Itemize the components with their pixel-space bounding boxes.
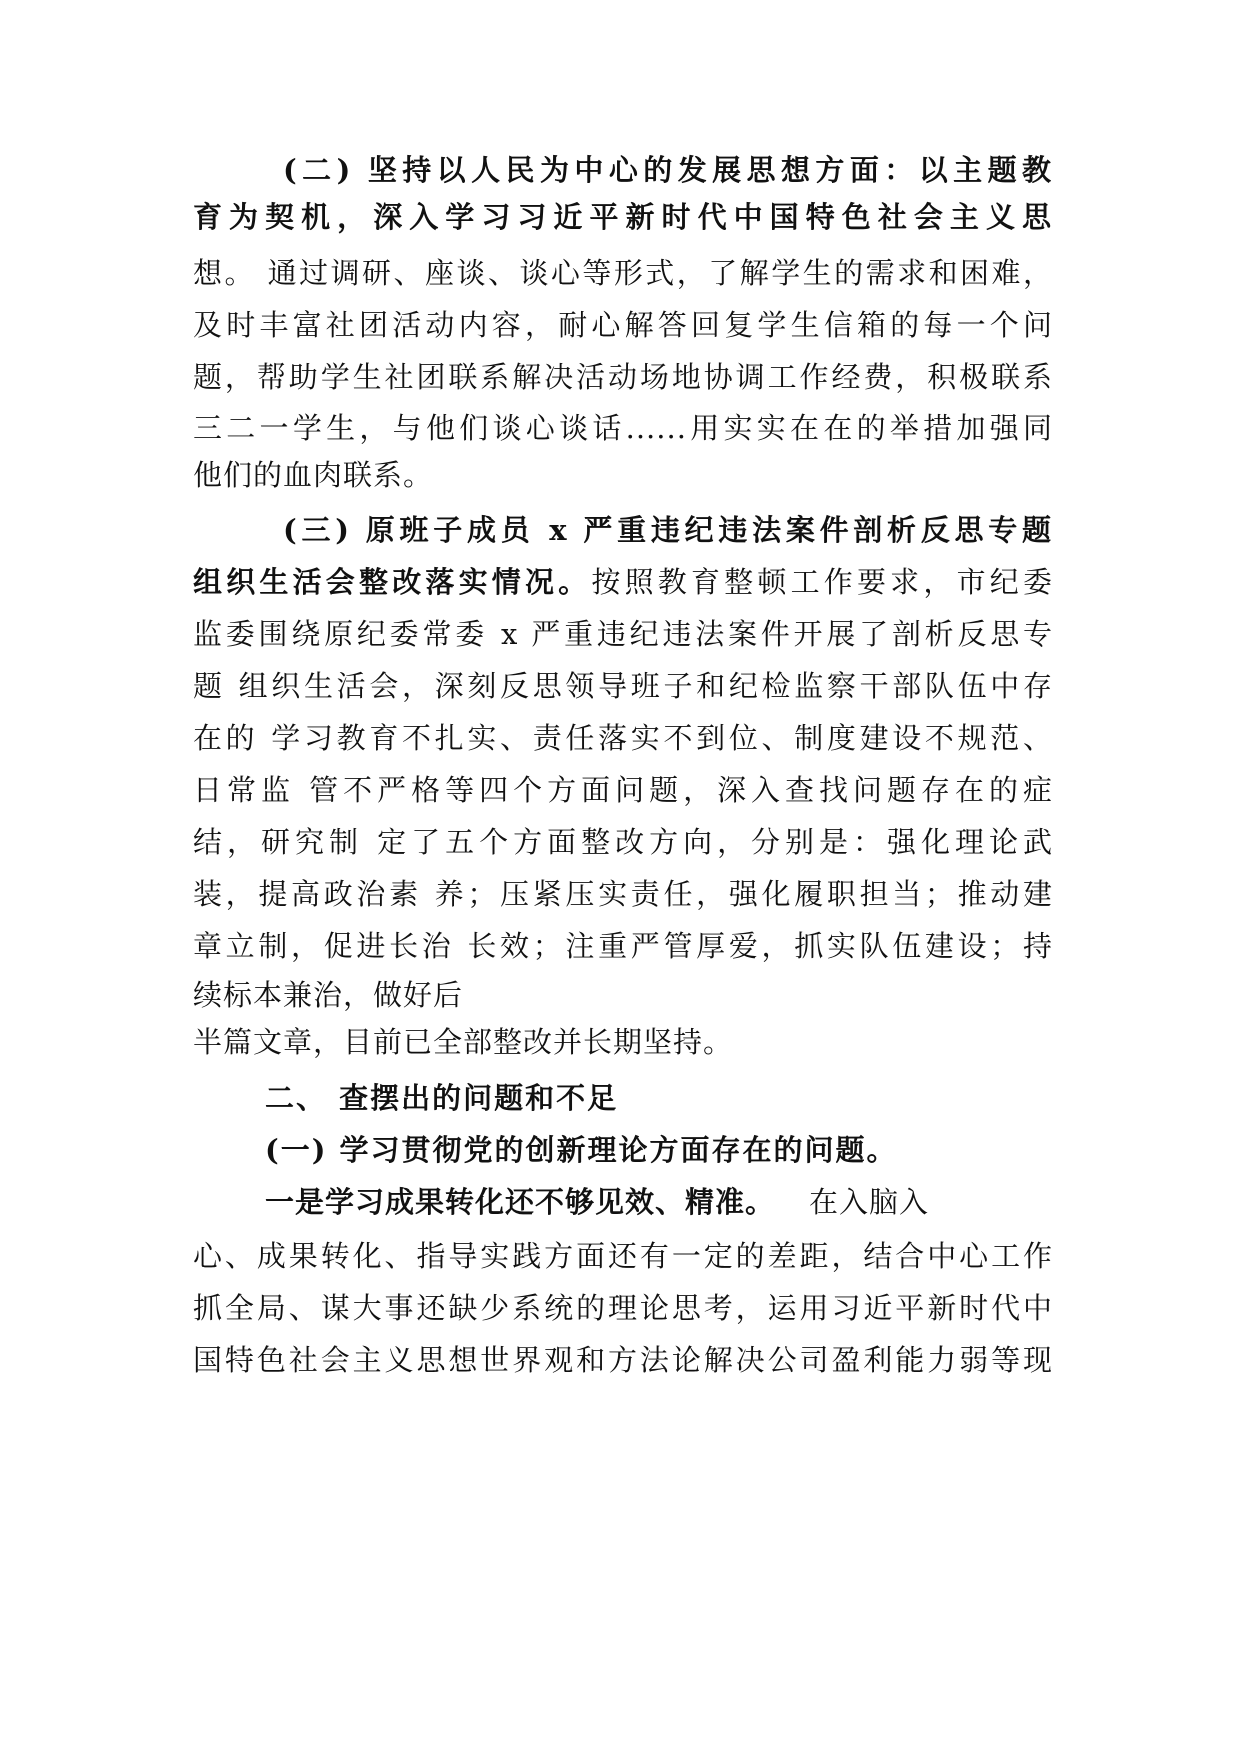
paragraph-text: 在入脑入 [809,1185,930,1219]
heading-2-line-1: (二) 坚持以人民为中心的发展思想方面：以主题教 [283,153,1053,187]
paragraph-line: 题 组织生活会，深刻反思领导班子和纪检监察干部队伍中存 [193,669,1053,703]
paragraph-line: 国特色社会主义思想世界观和方法论解决公司盈利能力弱等现 [193,1343,1053,1377]
paragraph-line: 题，帮助学生社团联系解决活动场地协调工作经费，积极联系 [193,360,1053,394]
subsection-heading-1: (一) 学习贯彻党的创新理论方面存在的问题。 [265,1133,898,1167]
section-heading-2: 二、 查摆出的问题和不足 [265,1081,619,1115]
paragraph-line: 想。 通过调研、座谈、谈心等形式，了解学生的需求和困难， [193,256,1053,290]
heading-3-line-1: (三) 原班子成员 x 严重违纪违法案件剖析反思专题 [283,513,1053,547]
paragraph-line: 心、成果转化、指导实践方面还有一定的差距，结合中心工作 [193,1239,1053,1273]
heading-2-line-2: 育为契机，深入学习习近平新时代中国特色社会主义思 [193,200,1053,234]
point-one-line [265,1182,1125,1222]
heading-3-bold-tail: 组织生活会整改落实情况。 [193,565,592,599]
paragraph-line: 他们的血肉联系。 [193,458,434,492]
paragraph-line: 续标本兼治，做好后 [193,978,464,1012]
point-one-title: 一是学习成果转化还不够见效、精准。 [265,1185,776,1219]
paragraph-line: 章立制，促进长治 长效；注重严管厚爱，抓实队伍建设；持 [193,929,1053,963]
paragraph-line: 装，提高政治素 养；压紧压实责任，强化履职担当；推动建 [193,877,1053,911]
paragraph-line: 抓全局、谋大事还缺少系统的理论思考，运用习近平新时代中 [193,1291,1053,1325]
paragraph-line: 三二一学生，与他们谈心谈话......用实实在在的举措加强同 [193,411,1053,445]
paragraph-line: 及时丰富社团活动内容，耐心解答回复学生信箱的每一个问 [193,308,1053,342]
paragraph-text: 按照教育整顿工作要求，市纪委 [591,565,1053,599]
paragraph-line: 日常监 管不严格等四个方面问题，深入查找问题存在的症 [193,773,1053,807]
paragraph-line: 在的 学习教育不扎实、责任落实不到位、制度建设不规范、 [193,721,1053,755]
paragraph-line: 结，研究制 定了五个方面整改方向，分别是：强化理论武 [193,825,1053,859]
heading-3-line-2 [193,562,1053,602]
paragraph-line: 半篇文章，目前已全部整改并长期坚持。 [193,1025,734,1059]
paragraph-line: 监委围绕原纪委常委 x 严重违纪违法案件开展了剖析反思专 [193,617,1053,651]
